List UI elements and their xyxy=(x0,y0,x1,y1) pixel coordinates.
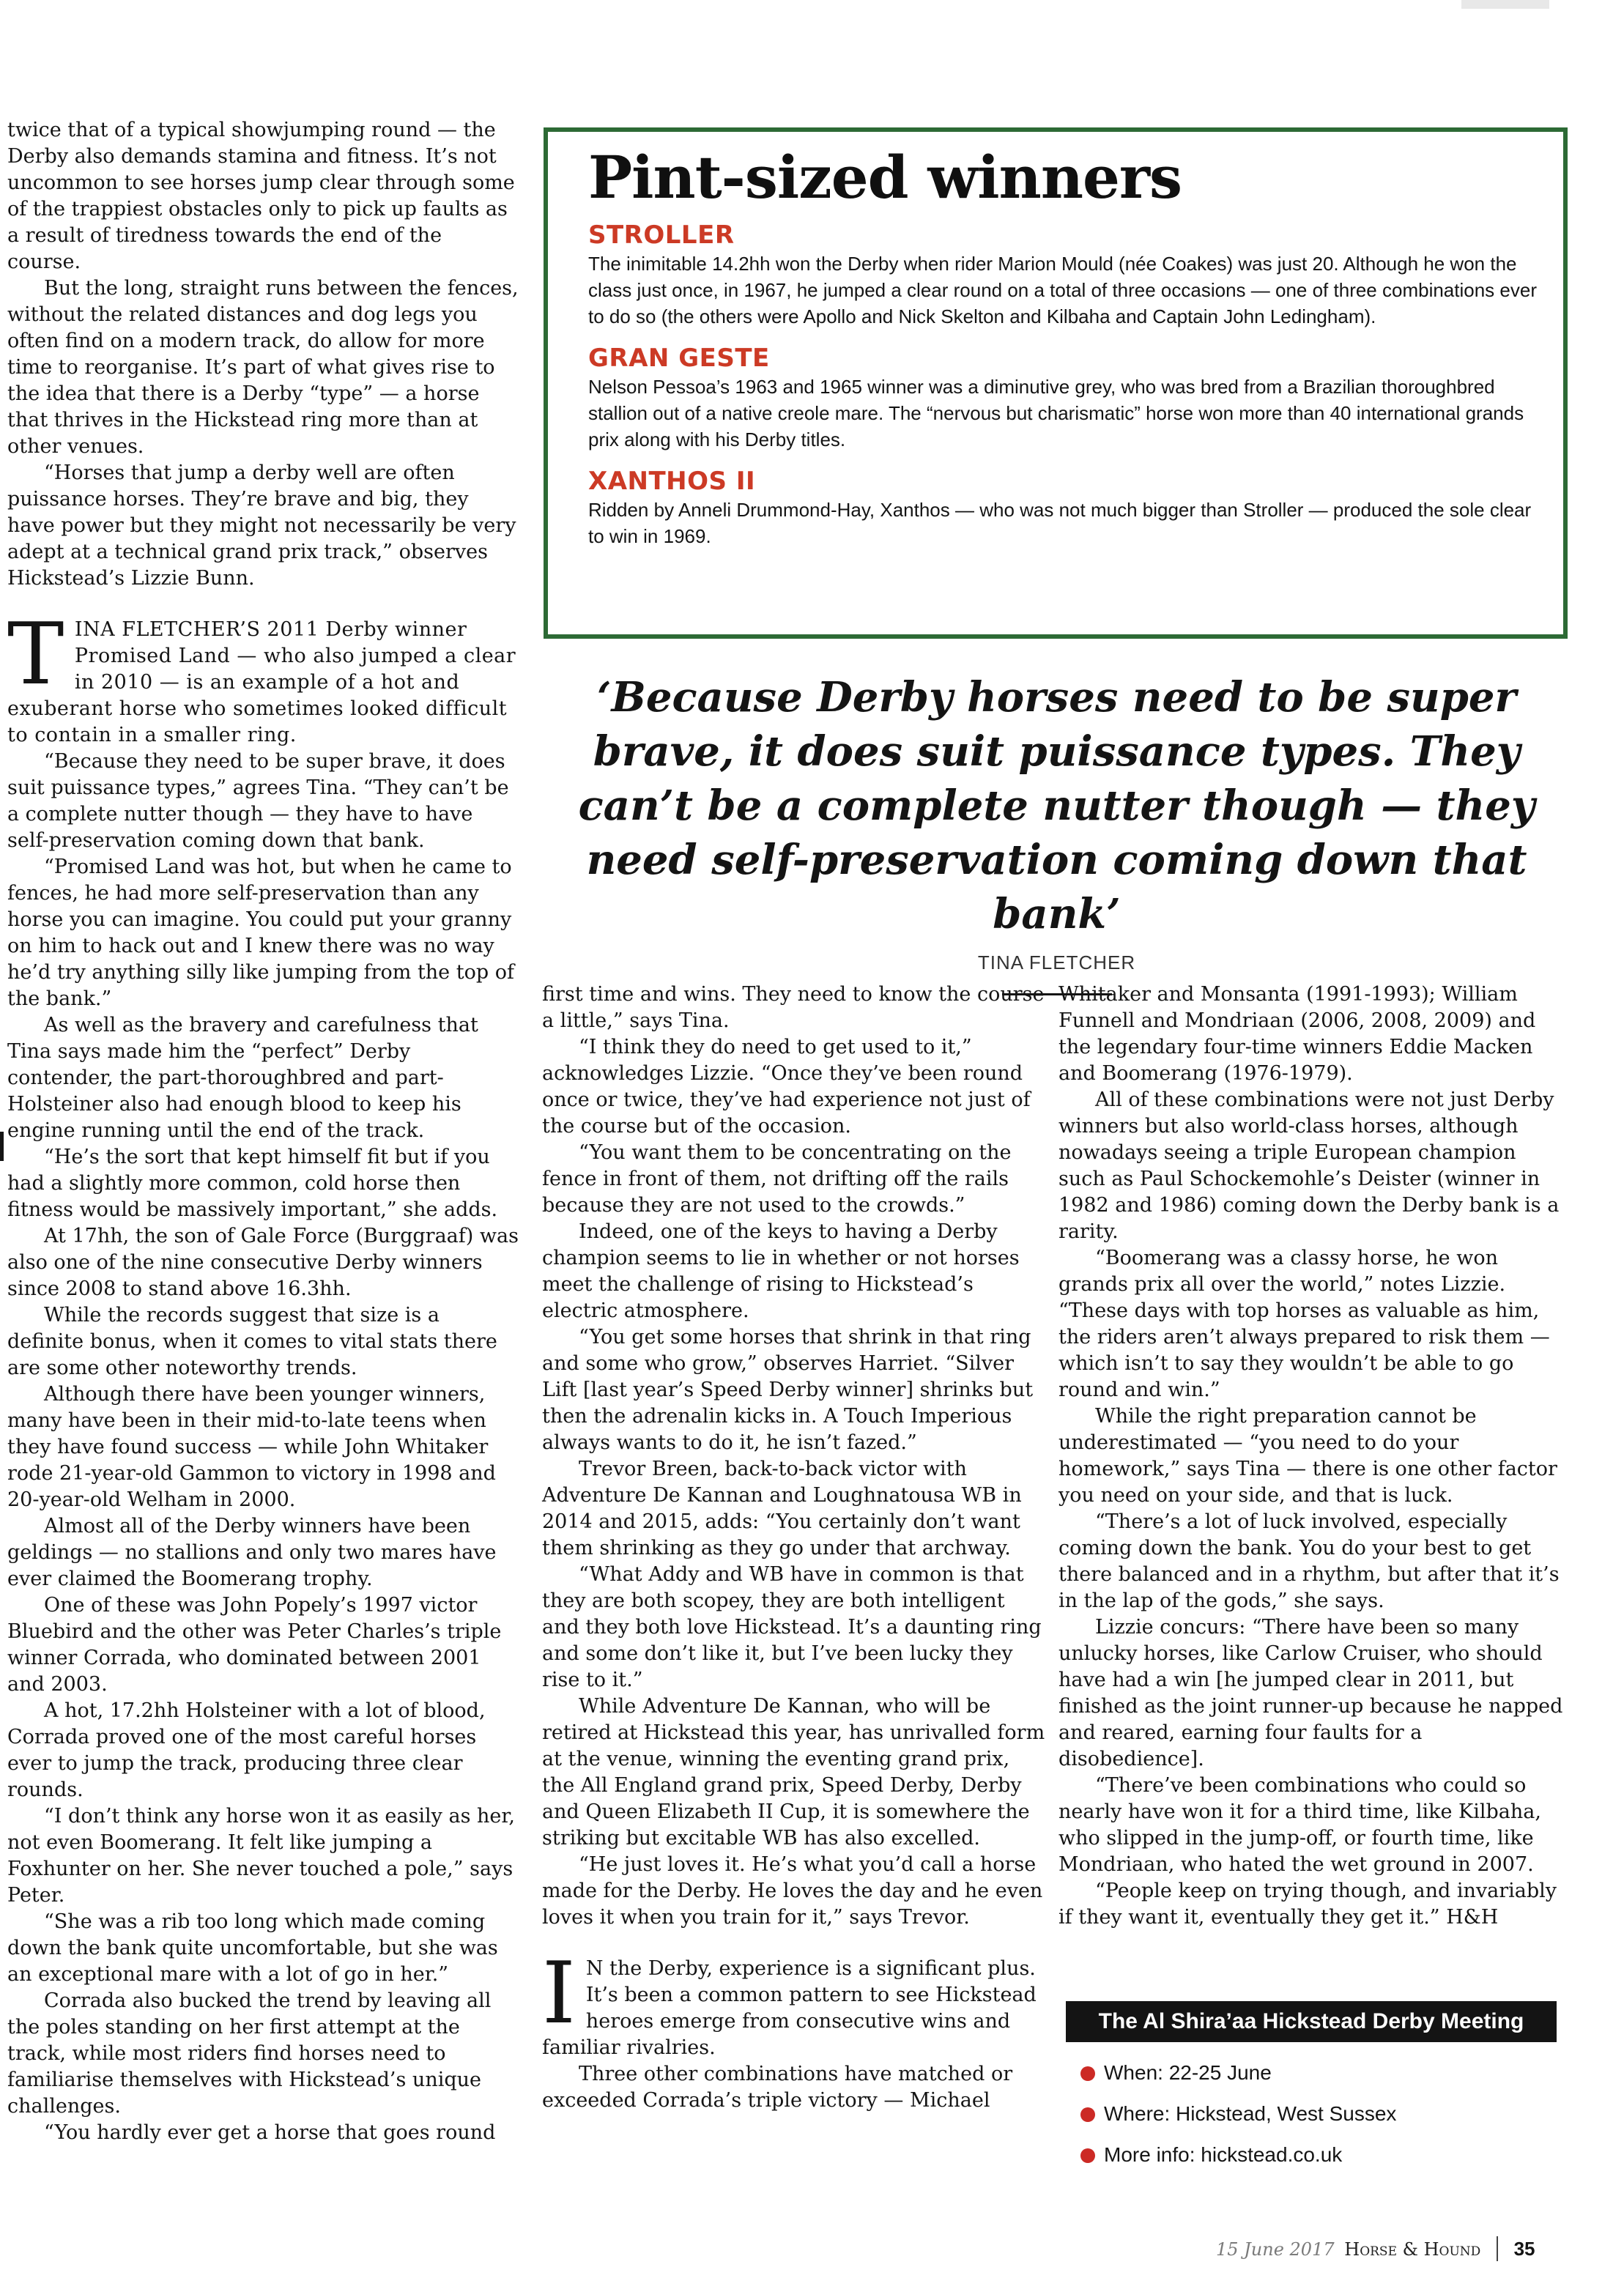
binding-mark xyxy=(0,1132,4,1161)
paragraph: Although there have been younger winners, many have been in their mid-to-late teens when they have found success — while John Whitaker rode 21-year-old Gammon to victory in 1998 and 20-year-old Welham in 2000. xyxy=(7,1383,496,1511)
paragraph: “What Addy and WB have in common is that they are both scopey, they are both intelligent and they both love Hickstead. It’s a daunting ring and some don’t like it, but I’ve been lucky they rise to it.” xyxy=(542,1563,1042,1691)
paragraph: “Boomerang was a classy horse, he won grands prix all over the world,” notes Lizzie. “These days with top horses as valuable as him, the riders aren’t always prepared to risk them — which isn’t to say they wouldn’t be able to go round and win.” xyxy=(1058,1247,1550,1401)
paragraph: But the long, straight runs between the fences, without the related distances and dog legs you often find on a modern track, do allow for more time to reorganise. It’s part of what gives rise to the idea that there is a Derby “type” — a horse that thrives in the Hickstead ring more than at other venues. xyxy=(7,277,519,458)
meeting-detail-info xyxy=(1080,2134,1557,2175)
paragraph: Almost all of the Derby winners have been geldings — no stallions and only two mares have ever claimed the Boomerang trophy. xyxy=(7,1515,497,1590)
horse-name: GRAN GESTE xyxy=(588,344,770,373)
pull-quote-attribution: TINA FLETCHER xyxy=(977,951,1136,973)
paragraph: Whitaker and Monsanta (1991-1993); William Funnell and Mondriaan (2006, 2008, 2009) and the legendary four-time winners Eddie Macken and Boomerang (1976-1979). xyxy=(1058,983,1536,1085)
paragraph: “I don’t think any horse won it as easily as her, not even Boomerang. It felt like jumping a Foxhunter on her. She never touched a pole,” says Peter. xyxy=(7,1805,515,1907)
meeting-detail-text: When: 22-25 June xyxy=(1104,2061,1272,2084)
paragraph: “People keep on trying though, and invariably if they want it, eventually they get it.” H&H xyxy=(1058,1880,1557,1929)
paragraph: Indeed, one of the keys to having a Derby champion seems to lie in whether or not horses meet the challenge of rising to Hickstead’s electric atmosphere. xyxy=(542,1220,1020,1322)
meeting-detail-text: Where: Hickstead, West Sussex xyxy=(1104,2102,1397,2125)
horse-name: STROLLER xyxy=(588,220,735,250)
article-column-3 xyxy=(1058,982,1564,1931)
paragraph: “I think they do need to get used to it,” acknowledges Lizzie. “Once they’ve been round once or twice, they’ve had experience not just of the course but of the occasion. xyxy=(542,1036,1031,1138)
paragraph: “Because they need to be super brave, it does suit puissance types,” agrees Tina. “They can’t be a complete nutter though — they have to have self-preservation coming down that bank. xyxy=(7,750,509,852)
paragraph: One of these was John Popely’s 1997 victor Bluebird and the other was Peter Charles’s triple winner Corrada, who dominated between 2001 and 2003. xyxy=(7,1594,502,1696)
horse-entry xyxy=(588,220,1543,330)
paragraph: “He just loves it. He’s what you’d call a horse made for the Derby. He loves the day and he even loves it when you train for it,” says Trevor. xyxy=(542,1853,1043,1929)
meeting-detail-when xyxy=(1080,2052,1557,2093)
issue-date: 15 June 2017 xyxy=(1216,2239,1335,2260)
page-corner-tab xyxy=(1461,0,1549,9)
paragraph: “You get some horses that shrink in that ring and some who grow,” observes Harriet. “Silver Lift [last year’s Speed Derby winner] shrinks but then the adrenalin kicks in. A Touch Imperious always wants to do it, he isn’t fazed.” xyxy=(542,1326,1034,1454)
paragraph: Trevor Breen, back-to-back victor with Adventure De Kannan and Loughnatousa WB in 2014 and 2015, adds: “You certainly don’t want them shrinking as they go under that archway. xyxy=(542,1458,1022,1559)
bullet-icon xyxy=(1080,2107,1095,2122)
horse-entry xyxy=(588,466,1543,549)
horse-entry xyxy=(588,343,1543,453)
paragraph: “She was a rib too long which made coming down the bank quite uncomfortable, but she was an exceptional mare with a lot of go in her.” xyxy=(7,1910,498,1986)
article-column-1 xyxy=(7,117,520,2146)
meeting-title: The Al Shira’aa Hickstead Derby Meeting xyxy=(1066,2001,1557,2042)
page-footer xyxy=(1216,2234,1597,2263)
paragraph: A hot, 17.2hh Holsteiner with a lot of blood, Corrada proved one of the most careful horses ever to jump the track, producing three clear rounds. xyxy=(7,1699,486,1801)
horse-description: Ridden by Anneli Drummond-Hay, Xanthos — who was not much bigger than Stroller — produced the sole clear to win in 1969. xyxy=(588,499,1532,547)
paragraph: At 17hh, the son of Gale Force (Burggraaf) was also one of the nine consecutive Derby winners since 2008 to stand above 16.3hh. xyxy=(7,1225,519,1300)
meeting-details-list xyxy=(1066,2052,1557,2175)
meeting-detail-where xyxy=(1080,2093,1557,2134)
paragraph: As well as the bravery and carefulness that Tina says made him the “perfect” Derby contender, the part-thoroughbred and part-Holsteiner also had enough blood to keep his engine running until the end of the track. xyxy=(7,1014,478,1142)
paragraph: While Adventure De Kannan, who will be retired at Hickstead this year, has unrivalled form at the venue, winning the eventing grand prix, the All England grand prix, Speed Derby, Derby and Queen Elizabeth II Cup, it is somewhere the striking but excitable WB has also excelled. xyxy=(542,1695,1045,1850)
page-number: 35 xyxy=(1513,2238,1535,2260)
paragraph: Three other combinations have matched or exceeded Corrada’s triple victory — Michael xyxy=(542,2063,1013,2112)
paragraph: All of these combinations were not just Derby winners but also world-class horses, although nowadays seeing a triple European champion such as Paul Schockemohle’s Deister (winner in 1982 and 1986) coming down the Derby bank is a rarity. xyxy=(1058,1088,1560,1243)
paragraph: While the records suggest that size is a definite bonus, when it comes to vital stats there are some other noteworthy trends. xyxy=(7,1304,497,1379)
footer-divider xyxy=(1497,2236,1498,2261)
horse-name: XANTHOS II xyxy=(588,467,756,496)
pull-quote xyxy=(546,670,1568,995)
paragraph: twice that of a typical showjumping round — the Derby also demands stamina and fitness. It’s not uncommon to see horses jump clear through some of the trappiest obstacles only to pick up faults as a result of tiredness towards the end of the course. xyxy=(7,119,515,273)
section-lead-paragraph: IN the Derby, experience is a significant plus. It’s been a common pattern to see Hickstead heroes emerge from consecutive wins and familiar rivalries. xyxy=(542,1944,1037,2059)
paragraph: first time and wins. They need to know the course a little,” says Tina. xyxy=(542,983,1045,1032)
pint-sized-winners-box xyxy=(544,127,1568,639)
paragraph: “You hardly ever get a horse that goes round xyxy=(44,2121,496,2144)
sidebar-title: Pint-sized winners xyxy=(588,143,1182,212)
paragraph: “He’s the sort that kept himself fit but if you had a slightly more common, cold horse then fitness would be massively important,” she adds. xyxy=(7,1146,498,1221)
paragraph: While the right preparation cannot be underestimated — “you need to do your homework,” says Tina — there is one other factor you need on your side, and that is luck. xyxy=(1058,1405,1557,1507)
paragraph: “There’s a lot of luck involved, especially coming down the bank. You do your best to get there balanced and in a rhythm, but after that it’s in the lap of the gods,” she says. xyxy=(1058,1510,1560,1612)
meeting-detail-text: More info: hickstead.co.uk xyxy=(1104,2143,1343,2166)
pull-quote-text: ‘Because Derby horses need to be super brave, it does suit puissance types. They can’t be a complete nutter though — they need self-preservation coming down that bank’ xyxy=(578,673,1535,938)
paragraph: Corrada also bucked the trend by leaving all the poles standing on her first attempt at the track, while most riders find horses need to familiarise themselves with Hickstead’s unique challenges. xyxy=(7,1989,492,2118)
bullet-icon xyxy=(1080,2066,1095,2081)
derby-meeting-info xyxy=(1066,2001,1557,2175)
bullet-icon xyxy=(1080,2148,1095,2163)
article-column-2 xyxy=(542,982,1048,2114)
section-lead-paragraph: TINA FLETCHER’S 2011 Derby winner Promised Land — who also jumped a clear in 2010 — is an example of a hot and exuberant horse who sometimes looked difficult to contain in a smaller ring. xyxy=(7,605,516,746)
paragraph: “You want them to be concentrating on the fence in front of them, not drifting off the rails because they are not used to the crowds.” xyxy=(542,1141,1012,1217)
paragraph: Lizzie concurs: “There have been so many unlucky horses, like Carlow Cruiser, who should have had a win [he jumped clear in 2011, but finished as the joint runner-up because he napped and reared, earning four faults for a disobedience]. xyxy=(1058,1616,1563,1770)
paragraph: “Horses that jump a derby well are often puissance horses. They’re brave and big, they have power but they might not necessarily be very adept at a technical grand prix track,” observes Hickstead’s Lizzie Bunn. xyxy=(7,461,516,590)
horse-description: Nelson Pessoa’s 1963 and 1965 winner was a diminutive grey, who was bred from a Brazilian thoroughbred stallion out of a native creole mare. The “nervous but charismatic” horse won more than 40 international grands prix along with his Derby titles. xyxy=(588,376,1524,450)
paragraph: “There’ve been combinations who could so nearly have won it for a third time, like Kilbaha, who slipped in the jump-off, or fourth time, like Mondriaan, who hated the wet ground in 2007. xyxy=(1058,1774,1541,1876)
horse-description: The inimitable 14.2hh won the Derby when rider Marion Mould (née Coakes) was just 20. Although he won the class just once, in 1967, he jumped a clear round on a total of three occasions — one of three combinations ever to do so (the others were Apollo and Nick Skelton and Kilbaha and Captain John Ledingham). xyxy=(588,253,1537,327)
paragraph: “Promised Land was hot, but when he came to fences, he had more self-preservation than any horse you can imagine. You could put your granny on him to hack out and I knew there was no way he’d try anything silly like jumping from the top of the bank.” xyxy=(7,856,514,1010)
magazine-name: Horse & Hound xyxy=(1344,2239,1481,2260)
